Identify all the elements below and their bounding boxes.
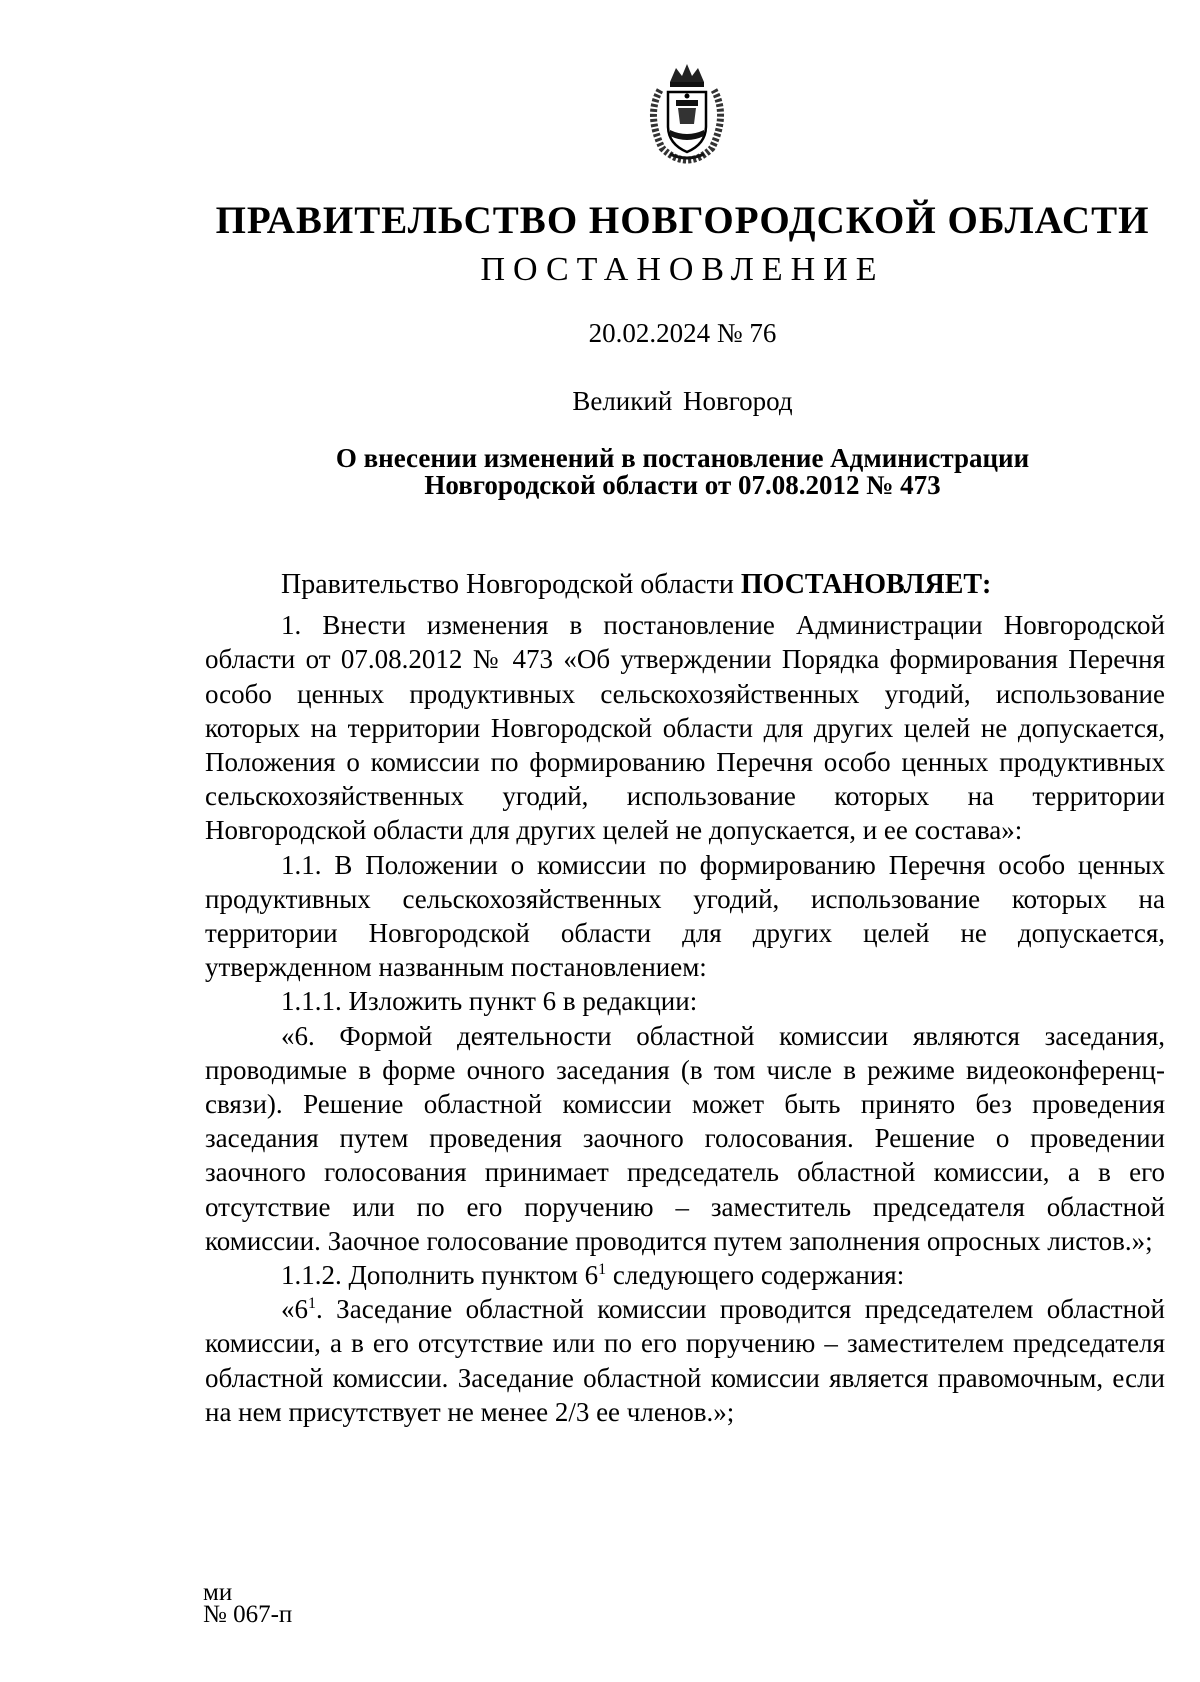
paragraph-1: 1. Внести изменения в постановление Администрации Новгородской области от 07.08.2012 № 473 «Об утверждении Порядка формирования Перечня особо ценных продуктивных сельскохозяйственных угодий, использование которых на территории Новгородской области для других целей не допускается, Положения о комиссии по формированию Перечня особо ценных продуктивных сельскохозяйственных угодий, использование которых на территории Новгородской области для других целей не допускается, и ее состава»: <box>205 610 1165 846</box>
footer-initials: ми <box>203 1579 233 1606</box>
p6-1-before: «6 <box>281 1294 308 1325</box>
p1-1-2-after: следующего содержания: <box>606 1260 905 1291</box>
subject-line-1: О внесении изменений в постановление Администрации <box>335 443 1030 473</box>
intro-text: Правительство Новгородской области <box>281 569 741 600</box>
p1-1-2-sup: 1 <box>598 1261 607 1279</box>
paragraph-1-1-2 <box>205 1258 1165 1292</box>
government-title: ПРАВИТЕЛЬСТВО НОВГОРОДСКОЙ ОБЛАСТИ <box>215 199 1150 242</box>
document-date-number: 20.02.2024 № 76 <box>588 318 777 348</box>
paragraph-6: «6. Формой деятельности областной комиссии являются заседания, проводимые в форме очного заседания (в том числе в режиме видеоконференц-связи). Решение областной комиссии может быть принято без проведения заседания путем проведения заочного голосования. Решение о проведении заочного голосования принимает председатель областной комиссии, а в его отсутствие или по его поручению – заместитель председателя областной комиссии. Заочное голосование проводится путем заполнения опросных листов.»; <box>205 1020 1165 1256</box>
document-footer <box>203 1579 293 1628</box>
p6-1-after: . Заседание областной комиссии проводится председателем областной комиссии, а в его отсутствие или по его поручению – заместителем председателя областной комиссии. Заседание областной комиссии является правомочным, если на нем присутствует не менее 2/3 ее членов.»; <box>205 1294 1165 1427</box>
paragraph-1-1: 1.1. В Положении о комиссии по формированию Перечня особо ценных продуктивных сельскохозяйственных угодий, использование которых на территории Новгородской области для других целей не допускается, утвержденном названным постановлением: <box>205 849 1165 983</box>
footer-doc-code: № 067-п <box>203 1601 293 1628</box>
intro-paragraph <box>205 568 1165 602</box>
p1-1-2-before: 1.1.2. Дополнить пунктом 6 <box>281 1260 599 1291</box>
intro-decree-word: ПОСТАНОВЛЯЕТ: <box>740 569 992 600</box>
paragraph-6-1 <box>205 1292 1165 1429</box>
document-body <box>205 568 1165 1429</box>
document-type: ПОСТАНОВЛЕНИЕ <box>480 251 885 288</box>
p6-1-sup: 1 <box>308 1295 316 1313</box>
paragraph-1-1-1: 1.1.1. Изложить пункт 6 в редакции: <box>281 986 698 1017</box>
document-subject <box>200 445 1165 499</box>
subject-line-2: Новгородской области от 07.08.2012 № 473 <box>424 470 941 500</box>
document-city: Великий Новгород <box>572 386 793 416</box>
novgorod-coat-of-arms-icon <box>640 60 734 164</box>
